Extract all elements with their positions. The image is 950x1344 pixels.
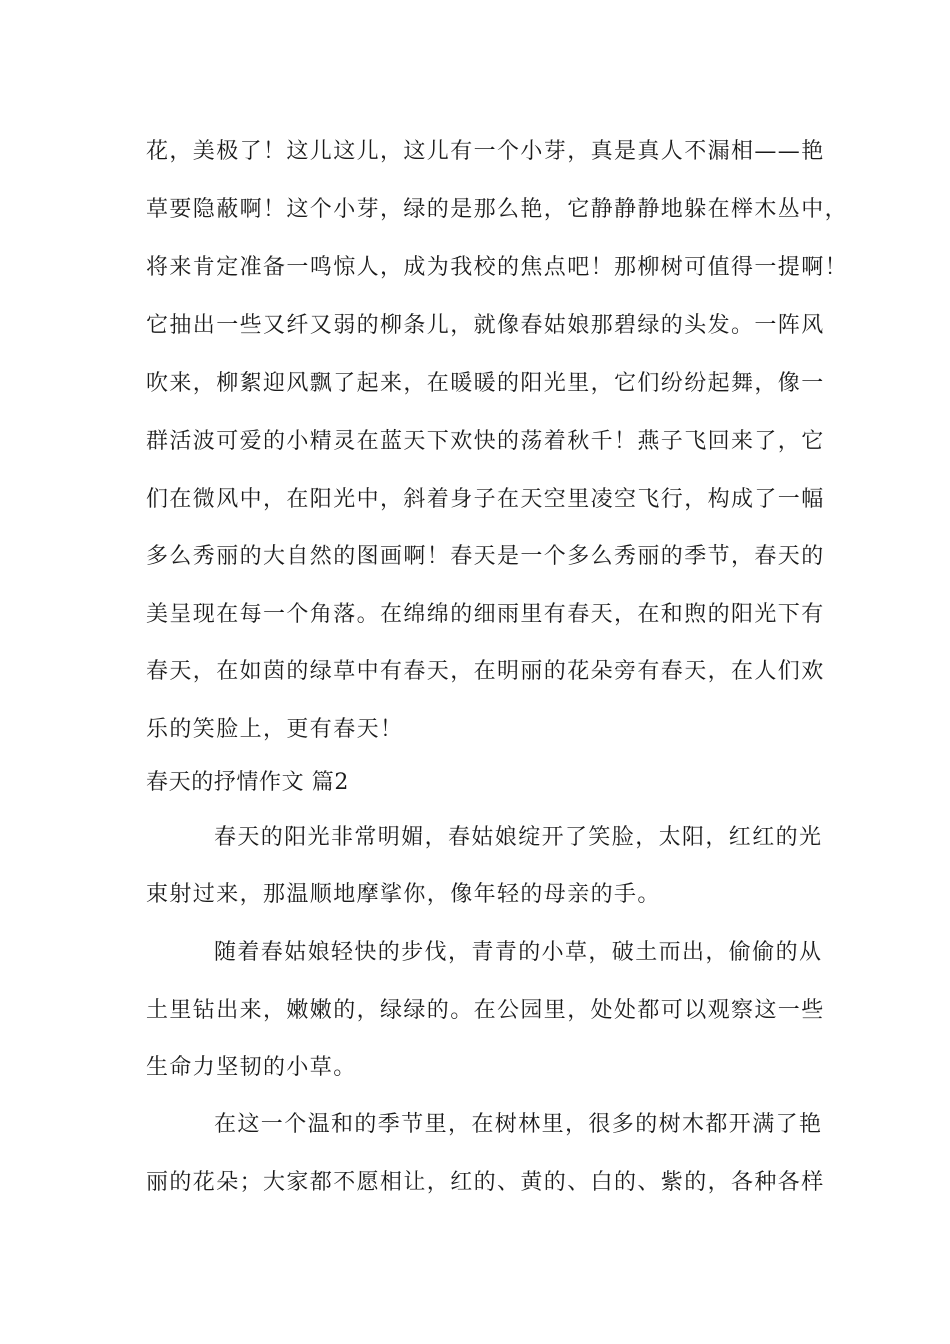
text-line: 丽的花朵；大家都不愿相让，红的、黄的、白的、紫的，各种各样 xyxy=(146,1170,825,1195)
section-heading: 春天的抒情作文 篇2 xyxy=(146,770,349,795)
text-line: 吹来，柳絮迎风飘了起来，在暖暖的阳光里，它们纷纷起舞，像一 xyxy=(146,371,825,396)
text-line: 多么秀丽的大自然的图画啊！春天是一个多么秀丽的季节，春天的 xyxy=(146,544,825,569)
text-line: 它抽出一些又纤又弱的柳条儿，就像春姑娘那碧绿的头发。一阵风 xyxy=(146,313,825,338)
text-line: 群活波可爱的小精灵在蓝天下欢快的荡着秋千！燕子飞回来了，它 xyxy=(146,429,825,454)
text-line: 们在微风中，在阳光中，斜着身子在天空里凌空飞行，构成了一幅 xyxy=(146,487,825,512)
text-line: 生命力坚韧的小草。 xyxy=(146,1055,357,1080)
text-line: 春天，在如茵的绿草中有春天，在明丽的花朵旁有春天，在人们欢 xyxy=(146,659,825,684)
text-line: 土里钻出来，嫩嫩的，绿绿的。在公园里，处处都可以观察这一些 xyxy=(146,998,825,1023)
text-line: 随着春姑娘轻快的步伐，青青的小草，破土而出，偷偷的从 xyxy=(214,940,823,965)
text-line: 花，美极了！这儿这儿，这儿有一个小芽，真是真人不漏相——艳 xyxy=(146,139,825,164)
text-line: 束射过来，那温顺地摩挲你，像年轻的母亲的手。 xyxy=(146,882,661,907)
text-line: 在这一个温和的季节里，在树林里，很多的树木都开满了艳 xyxy=(214,1112,823,1137)
text-line: 草要隐蔽啊！这个小芽，绿的是那么艳，它静静静地躲在榉木丛中， xyxy=(146,197,849,222)
text-line: 美呈现在每一个角落。在绵绵的细雨里有春天，在和煦的阳光下有 xyxy=(146,602,825,627)
text-line: 春天的阳光非常明媚，春姑娘绽开了笑脸，太阳，红红的光 xyxy=(214,825,823,850)
text-line: 乐的笑脸上，更有春天！ xyxy=(146,717,404,742)
text-line: 将来肯定准备一鸣惊人，成为我校的焦点吧！那柳树可值得一提啊！ xyxy=(146,255,849,280)
